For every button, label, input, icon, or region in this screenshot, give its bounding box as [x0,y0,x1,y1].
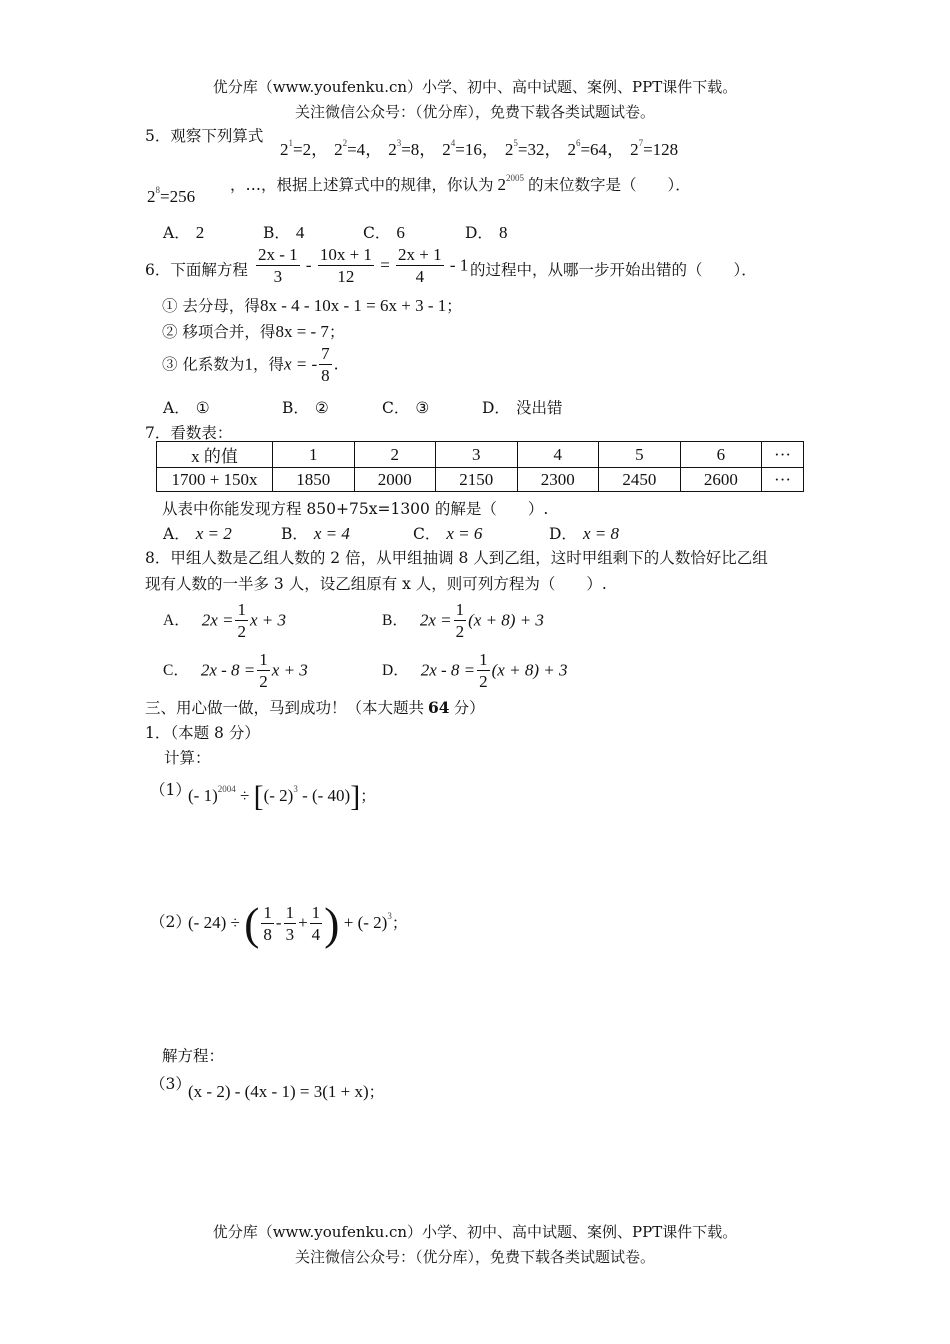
q5-power [388,140,436,159]
q5-power [147,187,195,206]
option-label: A． [163,224,190,242]
option-value: 2 [195,223,205,242]
p2-minus: - [275,912,282,932]
q5-comma: ， [419,140,437,159]
footer-line-1: 优分库（www.youfenku.cn）小学、初中、高中试题、案例、PPT课件下载。 [212,1223,738,1241]
calc-label: 计算： [164,749,211,767]
p2-frac-2-den: 3 [285,924,295,944]
p2-frac-3-num: 1 [311,902,321,922]
q5-power-exp: 7 [638,138,644,148]
q5-power-base: 2 [442,140,451,159]
option-label: A． [163,399,190,417]
q6-minus: - [305,255,312,275]
q5-power-value: =128 [643,140,679,159]
q5-powers-row [280,135,684,160]
option-item [163,396,210,418]
option-label: C． [163,662,189,680]
q5-comma: ， [607,140,625,159]
p3-end: ； [368,1084,385,1101]
p2-frac-3 [310,903,323,946]
q6-step-3-frac [319,344,332,387]
p2-plus: + [298,912,308,932]
q5-power-value: =4 [347,140,366,159]
q6-frac-2-den: 12 [337,267,355,286]
q8-lhs: 2x = [201,610,234,630]
option-value: ② [314,399,329,417]
q5-power-value: =16 [455,140,482,159]
q5-power [280,140,328,159]
q8-frac [235,600,248,643]
q5-power-value: =256 [160,187,196,206]
option-value: 8 [498,223,508,242]
q7-label: 7．看数表： [145,424,233,442]
q8-rhs: x + 3 [249,610,287,630]
q5-tail: 的末位数字是（ ）． [528,176,691,194]
right-paren-icon: ) [324,898,340,949]
table-cell: ··· [762,468,804,492]
q5-power [630,140,678,159]
q6-step-3 [162,344,339,387]
q5-power [442,140,499,159]
q6-rest: - 1 [449,255,469,275]
left-bracket-icon: [ [253,780,264,813]
q5-comma: ， [481,140,499,159]
table-cell: 2 [354,442,436,468]
option-label: D． [482,399,510,417]
q1-label: 1．（本题 8 分） [145,724,260,742]
q6-step-1-eq: 8x - 4 - 10x - 1 = 6x + 3 - 1 [259,296,447,315]
p1-a: (- 1) [188,785,218,805]
q8-frac-num: 1 [455,600,465,619]
q6-step-3-mid: ，得 [252,355,284,374]
option-label: A． [163,612,190,630]
header-line-1: 优分库（www.youfenku.cn）小学、初中、高中试题、案例、PPT课件下载。 [212,78,738,96]
section-3-title-pre: 三、用心做一做，马到成功！（本大题共 [145,699,425,717]
table-cell: 5 [599,442,681,468]
option-label: B． [282,399,309,417]
q5-power-exp: 1 [288,138,293,148]
q6-frac-1 [256,245,300,288]
option-label: C． [363,224,391,242]
q5-power-value: =64 [580,140,608,159]
option-label: B． [263,224,290,242]
q8-frac [454,600,467,643]
p2-frac-2 [284,903,297,946]
q5-comma: ， [365,140,383,159]
q5-label: 5．观察下列算式 [145,127,264,145]
p3-label: （3） [150,1075,191,1093]
p1-a-exp: 2004 [217,783,236,794]
q8-frac [477,650,490,693]
q6-frac-1-den: 3 [273,267,283,286]
q7-question: 从表中你能发现方程 850+75x=1300 的解是（ ）. [162,500,549,518]
q6-frac-3 [396,245,444,288]
q5-power-exp: 4 [450,138,456,148]
q5-comma: ， [311,140,329,159]
q5-power-exp: 8 [155,185,160,195]
option-label: D． [549,525,577,543]
p1-expression [188,780,376,814]
table-cell: ··· [762,442,804,468]
q8-option [382,600,544,643]
q6-step-1-end: ； [446,297,462,315]
option-value: x = 6 [446,524,483,543]
option-value: x = 4 [313,524,350,543]
option-value: ① [195,399,210,417]
q6-step-1-label: ① 去分母，得 [162,297,260,315]
p1-label: （1） [150,781,191,799]
q5-power-base: 2 [280,140,289,159]
q5-powers-row-2 [147,185,201,207]
q6-label: 6．下面解方程 [145,261,248,279]
p2-frac-2-num: 1 [285,902,295,922]
option-label: B． [382,612,408,630]
left-paren-icon: ( [244,898,260,949]
q6-step-3-lhs: x = - [283,354,318,374]
option-label: D． [465,224,493,242]
option-item [281,522,350,544]
p3-equation [188,1080,384,1102]
option-value: 6 [396,223,405,242]
option-item [263,221,304,243]
p1-end: ； [360,787,376,805]
p2-frac-1-den: 8 [263,924,272,944]
q6-equation [254,245,468,288]
q5-power-base: 2 [630,140,639,159]
q8-frac-den: 2 [455,622,465,641]
q5-power-base: 2 [147,187,156,206]
q5-power-base: 2 [504,140,514,159]
q5-power-exp: 5 [513,138,518,148]
p2-b: + (- 2) [343,912,388,932]
q5-power-exp: 6 [575,138,581,148]
option-item [413,522,482,544]
option-value: x = 2 [195,524,232,543]
q8-frac-den: 2 [479,672,488,691]
q5-power [567,140,624,159]
q5-ellipsis: ，…，根据上述算式中的规律，你认为 [230,176,494,194]
option-item [163,221,204,243]
header-line-2: 关注微信公众号：（优分库），免费下载各类试题试卷。 [294,103,655,121]
q6-step-2-eq: 8x = - 7 [275,322,329,341]
q5-power-base: 2 [567,140,576,159]
table-cell: 2150 [436,468,518,492]
option-item [549,522,619,544]
q8-lhs: 2x = [419,610,452,630]
q5-power-value: =8 [401,140,420,159]
q8-frac-num: 1 [259,650,268,669]
right-bracket-icon: ] [350,780,361,813]
q5-power-value: =2 [293,140,312,159]
q6-step-3-den: 8 [321,366,330,385]
q6-step-3-one: 1 [244,354,253,374]
option-label: C． [413,525,441,543]
q8-frac-den: 2 [237,622,246,641]
q8-frac-num: 1 [237,600,246,619]
table-cell: x 的值 [157,442,273,468]
q5-power-base: 2 [334,140,343,159]
p3-eq: (x - 2) - (4x - 1) = 3(1 + x) [188,1082,369,1101]
option-item [163,522,232,544]
p2-frac-1-num: 1 [263,902,272,922]
p2-frac-1 [261,903,274,946]
q5-target-base: 2 [497,175,507,194]
table-cell: 3 [436,442,518,468]
table-cell: 2450 [599,468,681,492]
section-3-title-post: 分） [453,699,485,717]
footer-line-2: 关注微信公众号：（优分库），免费下载各类试题试卷。 [294,1248,655,1266]
p2-frac-3-den: 4 [311,924,321,944]
q5-target-exp: 2005 [506,173,525,183]
option-value: 4 [295,223,305,242]
q5-power-exp: 2 [342,138,348,148]
section-3-title-num: 64 [428,698,450,717]
q5-comma: ， [544,140,562,159]
q8-frac [257,650,270,693]
option-label: D． [382,662,409,680]
option-label: B． [281,525,308,543]
option-item [465,221,507,243]
p1-div: ÷ [239,785,250,805]
solve-label: 解方程： [162,1047,225,1065]
q8-option [382,650,567,693]
q8-rhs: (x + 8) + 3 [468,610,544,630]
q8-frac-den: 2 [259,672,268,691]
option-value: x = 8 [582,524,619,543]
table-cell: 1700 + 150x [157,468,273,492]
q8-line-1: 8．甲组人数是乙组人数的 2 倍，从甲组抽调 8 人到乙组，这时甲组剩下的人数恰好比乙组 [145,549,768,567]
option-label: C． [382,399,410,417]
section-3-title [145,696,485,718]
table-cell: 2000 [354,468,436,492]
p1-b-exp: 3 [293,783,298,794]
q5-question-text [230,173,691,195]
q6-frac-2 [318,245,374,288]
table-row [157,468,804,492]
q6-frac-2-num: 10x + 1 [319,245,372,264]
table-cell: 2300 [517,468,599,492]
q8-option [163,600,286,643]
q6-equals: = [380,255,390,275]
q6-step-3-label: ③ 化系数为 [162,355,245,374]
q8-line-2: 现有人数的一半多 3 人，设乙组原有 x 人，则可列方程为（ ）. [145,575,607,593]
option-item [363,221,405,243]
q6-frac-3-num: 2x + 1 [398,245,442,264]
p2-b-exp: 3 [387,910,392,921]
q5-power-base: 2 [388,140,397,159]
q6-frac-1-num: 2x - 1 [258,245,298,264]
q5-target-power [498,175,525,194]
q8-lhs: 2x - 8 = [420,660,476,680]
option-value: ③ [415,399,430,417]
option-label: A． [163,525,190,543]
p2-label: （2） [150,913,191,931]
option-value: 没出错 [515,399,563,417]
q8-frac-num: 1 [479,650,488,669]
option-item [482,396,562,418]
table-cell: 1850 [273,468,355,492]
q6-step-2-end: ； [328,323,345,341]
q6-step-2-label: ② 移项合并，得 [162,323,276,341]
q5-power [505,140,562,159]
p1-c: - (- 40) [302,785,351,805]
p2-a: (- 24) ÷ [188,912,240,932]
q8-option [163,650,308,693]
table-row [157,442,804,468]
p2-end: ； [391,914,408,932]
q6-step-3-end: . [333,355,339,374]
q6-step-3-num: 7 [321,344,330,363]
q6-step-2 [162,320,344,342]
table-cell: 4 [517,442,599,468]
q8-rhs: (x + 8) + 3 [491,660,568,680]
option-item [382,396,429,418]
q5-power-exp: 3 [396,138,402,148]
table-cell: 1 [273,442,355,468]
q5-power-value: =32 [517,140,545,159]
q8-rhs: x + 3 [271,660,308,680]
q5-power [334,140,382,159]
q8-lhs: 2x - 8 = [200,660,256,680]
table-cell: 2600 [680,468,762,492]
q7-table [156,441,804,492]
table-cell: 6 [680,442,762,468]
p2-expression [188,898,408,949]
q6-tail: 的过程中，从哪一步开始出错的（ ）． [470,261,757,279]
q6-frac-3-den: 4 [415,267,425,286]
option-item [282,396,329,418]
p1-b: (- 2) [263,785,294,805]
q6-step-1 [162,294,462,316]
